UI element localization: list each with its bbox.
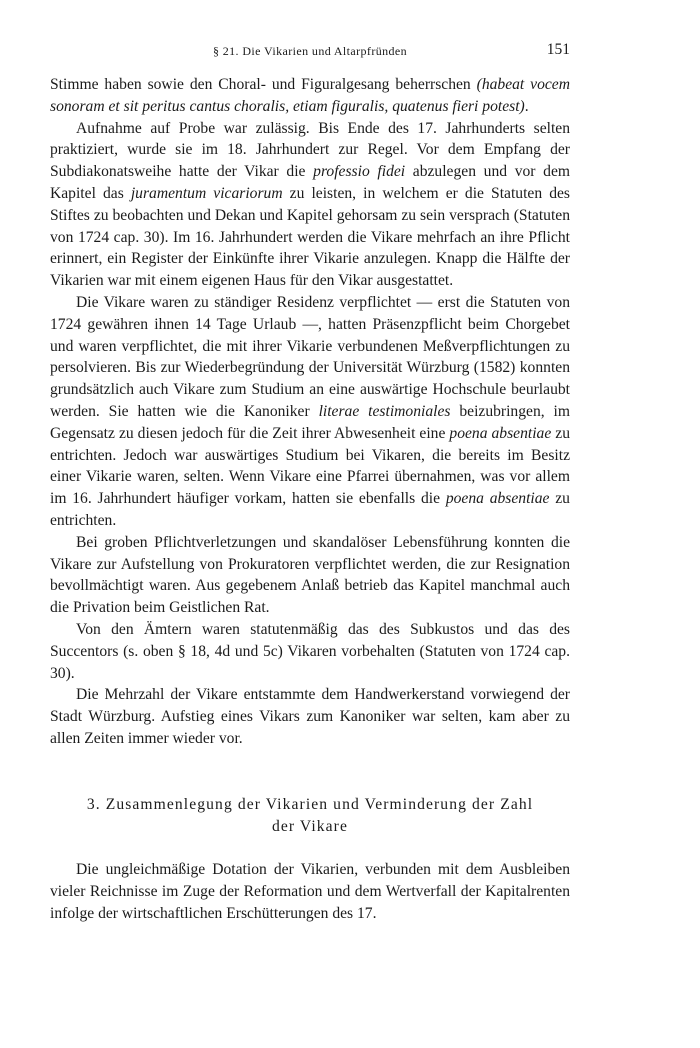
text-run: zu entrichten. bbox=[50, 490, 570, 529]
final-paragraph: Die ungleichmäßige Dotation der Vikarien, verbunden mit dem Ausbleiben vieler Reichnisse im Zuge der Reformation und dem Wertverfall der Kapitalrenten infolge der wirtschaftlichen Erschütterungen des 17. bbox=[50, 861, 570, 922]
body-paragraph bbox=[50, 532, 570, 619]
text-run: Bei groben Pflichtverletzungen und skandalöser Lebensführung konnten die Vikare zur Aufstellung von Prokuratoren verpflichtet werden, die zur Resignation bevollmächtigt waren. Aus gegebenem Anlaß betrieb das Kapitel manchmal auch die Privation beim Geistlichen Rat. bbox=[50, 533, 570, 617]
page-header bbox=[50, 38, 570, 64]
running-title: § 21. Die Vikarien und Altarpfründen bbox=[212, 44, 408, 58]
text-run: . bbox=[524, 97, 529, 115]
text-run: beizubringen, im Gegensatz zu diesen jedoch für die Zeit ihrer Abwesenheit eine bbox=[50, 402, 570, 442]
latin-phrase: professio fidei bbox=[313, 163, 406, 181]
latin-phrase: literae testimoniales bbox=[318, 402, 451, 420]
body-paragraph bbox=[50, 292, 570, 532]
latin-phrase: (habeat vocem sonoram et sit peritus cantus choralis, etiam figuralis, quatenus fieri potest) bbox=[50, 76, 570, 115]
text-run: abzulegen und vor dem Kapitel das bbox=[50, 163, 571, 202]
text-run: zu leisten, in welchem er die Statuten des Stiftes zu beobachten und Dekan und Kapitel gehorsam zu sein versprach (Statuten von 1724 cap. 30). Im 16. Jahrhundert werden die Vikare mehrfach an ihre Pflicht erinnert, ein Register der Einkünfte ihrer Vikarie anzulegen. Knapp die Hälfte der Vikarien war mit einem eigenen Haus für den Vikar ausgestattet. bbox=[50, 184, 571, 290]
body-paragraph bbox=[50, 118, 570, 292]
text-run: zu entrichten. Jedoch war auswärtiges Studium bei Vikaren, die bereits im Besitz einer Vikarie waren, selten. Wenn Vikare eine Pfarrei übernahmen, was vor allem im 16. Jahrhundert häufiger vorkam, hatten sie ebenfalls die bbox=[50, 424, 570, 508]
page-number: 151 bbox=[546, 41, 570, 58]
body-paragraph bbox=[50, 684, 570, 749]
section-heading bbox=[50, 794, 570, 838]
body-paragraph bbox=[50, 619, 570, 684]
text-run: Die Vikare waren zu ständiger Residenz verpflichtet — erst die Statuten von 1724 gewähren ihnen 14 Tage Urlaub —, hatten Präsenzpflicht beim Chorgebet und waren verpflichtet, die mit ihrer Vikarie verbundenen Meßverpflichtungen zu persolvieren. Bis zur Wiederbegründung der Universität Würzburg (1582) konnten grundsätzlich auch Vikare zum Studium an eine auswärtige Hochschule beurlaubt werden. Sie hatten wie die Kanoniker bbox=[50, 293, 570, 420]
section-heading-line-2: der Vikare bbox=[271, 817, 349, 835]
latin-phrase: juramentum vicariorum bbox=[130, 184, 283, 202]
latin-phrase: poena absentiae bbox=[445, 490, 550, 508]
text-run: Von den Ämtern waren statutenmäßig das des Subkustos und das des Succentors (s. oben § 18, 4d und 5c) Vikaren vorbehalten (Statuten von 1724 cap. 30). bbox=[50, 620, 570, 682]
text-run: Aufnahme auf Probe war zulässig. Bis Ende des 17. Jahrhunderts selten praktiziert, wurde sie im 18. Jahrhundert zur Regel. Vor dem Empfang der Subdiakonatsweihe hatte der Vikar die bbox=[50, 119, 570, 181]
body-paragraph bbox=[50, 74, 570, 118]
latin-phrase: poena absentiae bbox=[449, 424, 552, 442]
page-body bbox=[50, 74, 570, 925]
text-run: Stimme haben sowie den Choral- und Figuralgesang beherrschen bbox=[50, 76, 477, 93]
text-run: Die Mehrzahl der Vikare entstammte dem Handwerkerstand vorwiegend der Stadt Würzburg. Aufstieg eines Vikars zum Kanoniker war selten, kam aber zu allen Zeiten immer wieder vor. bbox=[50, 686, 570, 747]
section-heading-line-1: 3. Zusammenlegung der Vikarien und Verminderung der Zahl bbox=[86, 795, 534, 813]
paragraph-list bbox=[50, 74, 570, 750]
